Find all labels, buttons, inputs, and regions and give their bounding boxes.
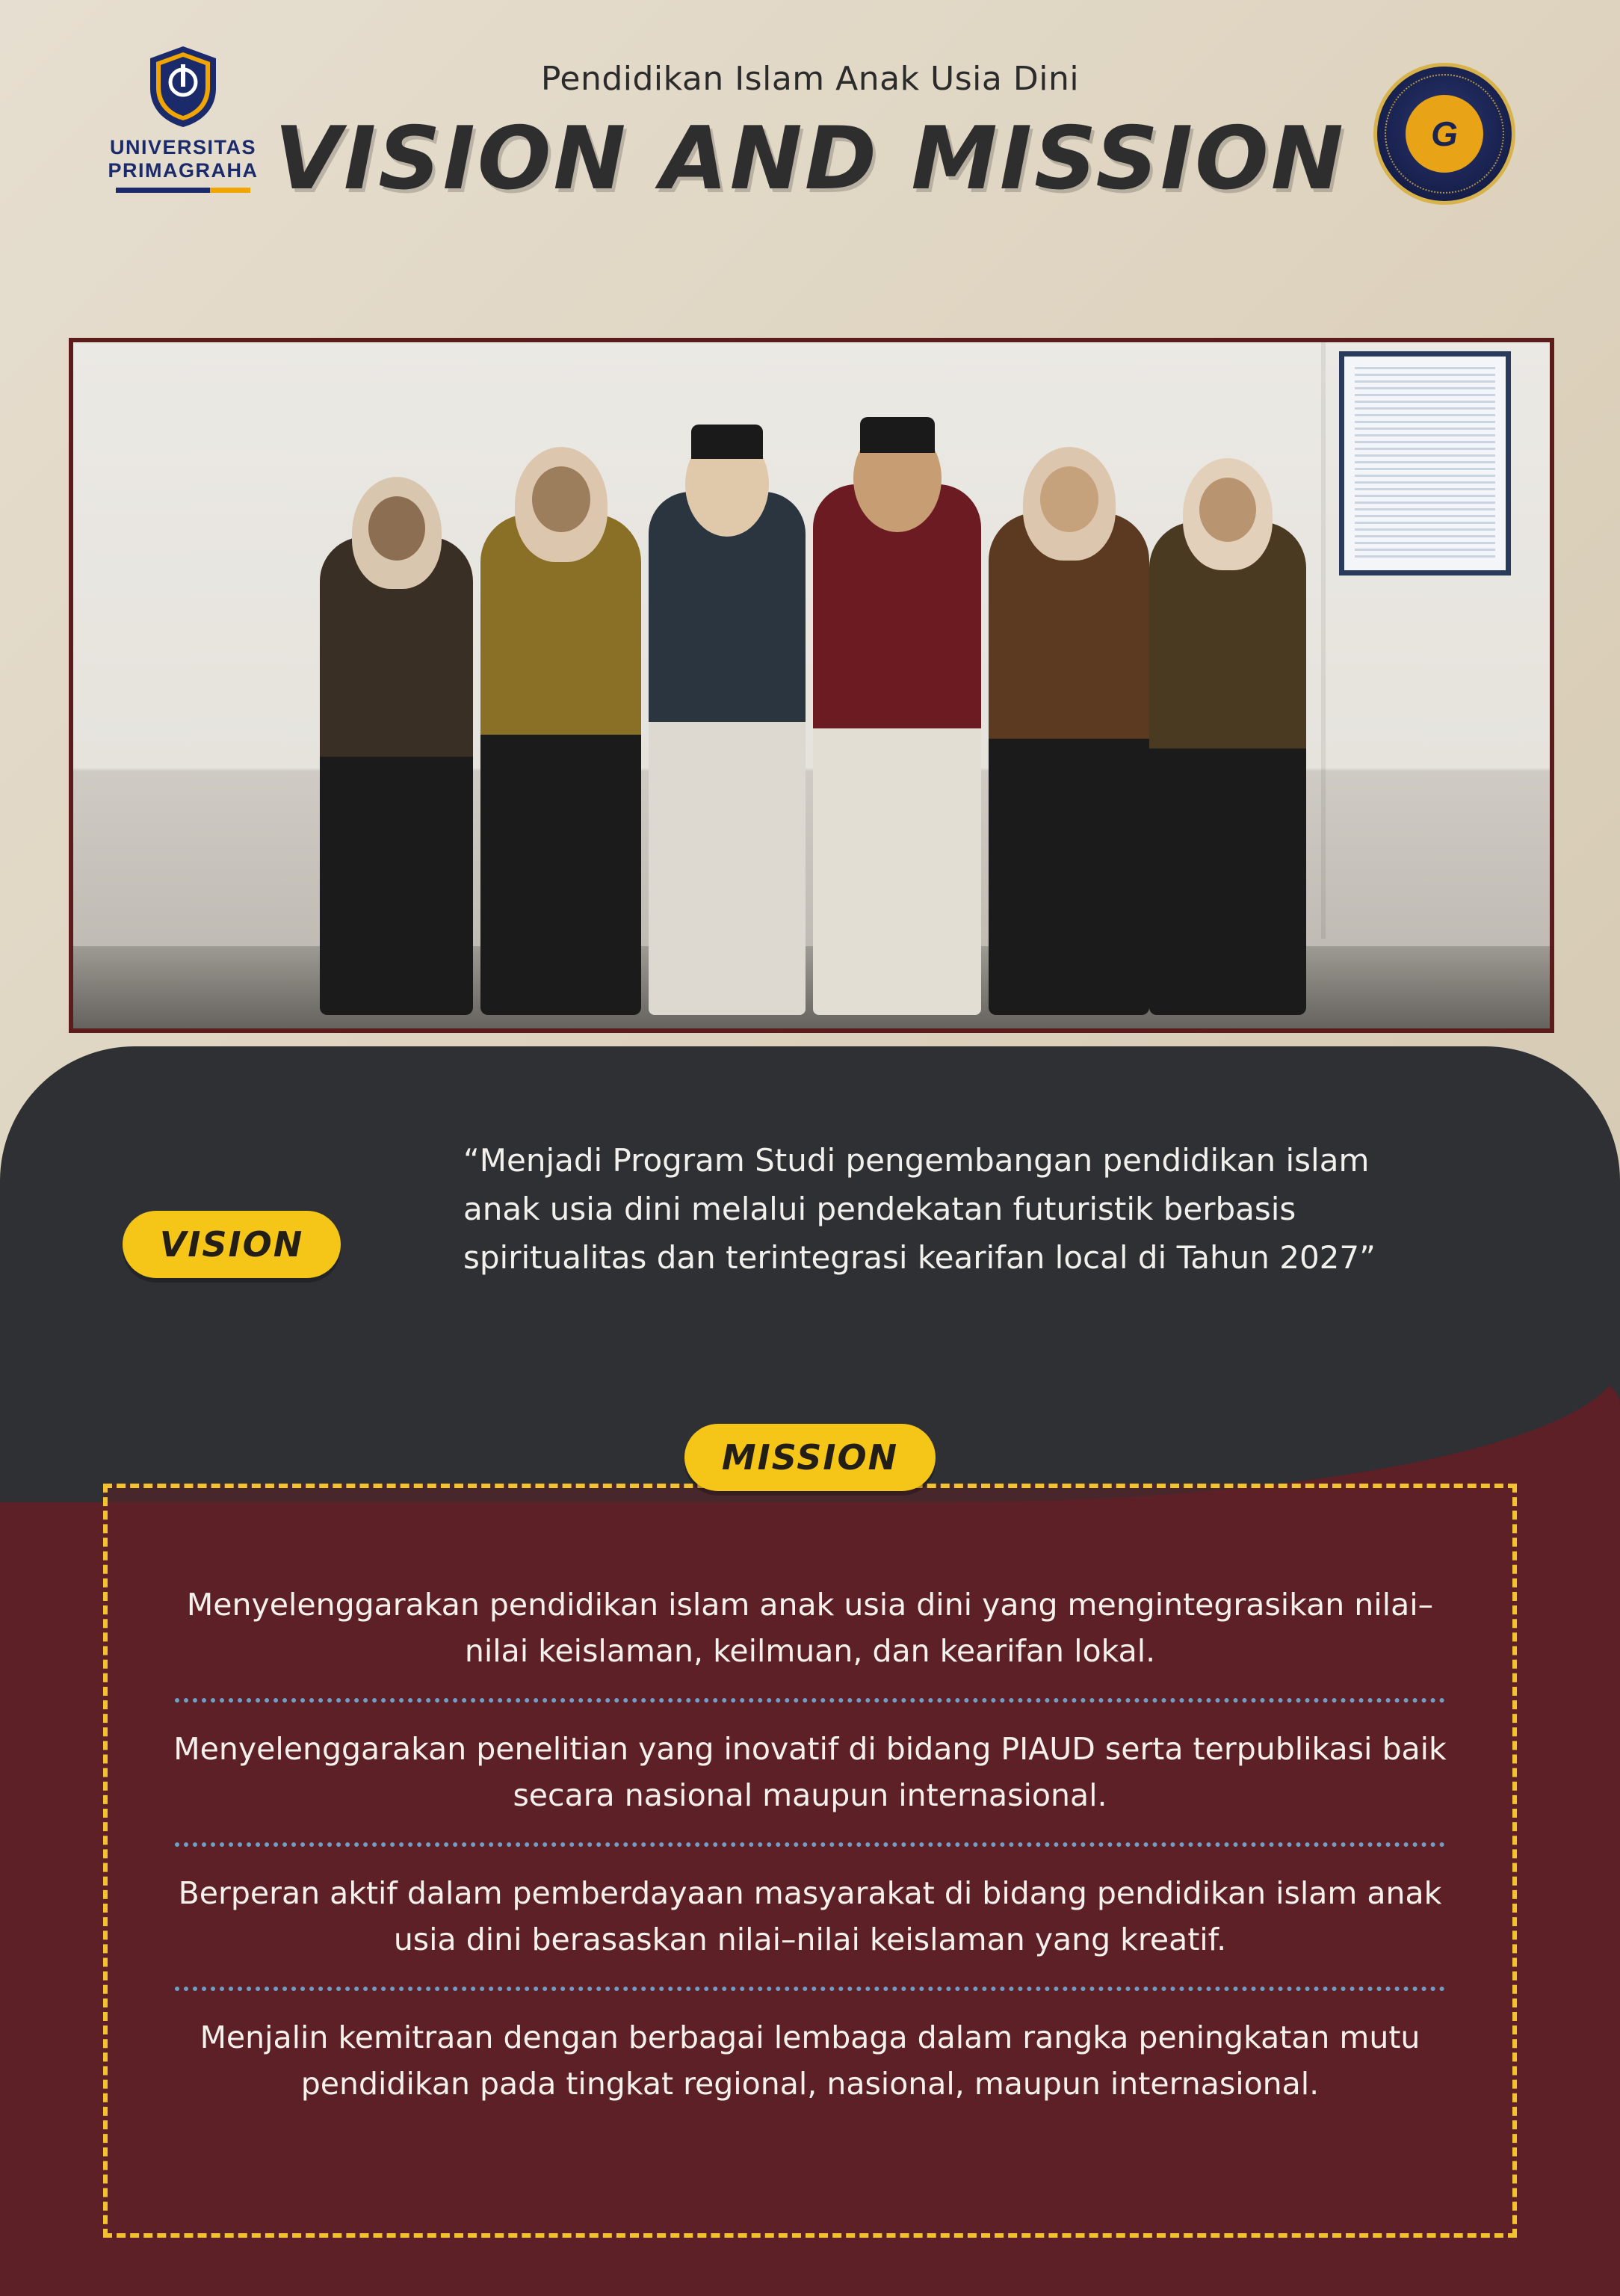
university-name: UNIVERSITAS PRIMAGRAHA: [108, 136, 259, 182]
person-4: [813, 417, 981, 1015]
page-title: VISION AND MISSION: [274, 108, 1346, 209]
list-divider: [175, 1698, 1445, 1703]
seal-letter: G: [1406, 95, 1483, 173]
circular-seal-icon: [1373, 63, 1515, 205]
vision-label-wrap: [0, 1136, 463, 1278]
vision-label: VISION: [123, 1211, 341, 1278]
photo-image: [73, 342, 1550, 1028]
person-3: [649, 425, 806, 1015]
mission-label-wrap: [0, 1424, 1620, 1491]
person-5: [989, 447, 1149, 1015]
list-item: Menjalin kemitraan dengan berbagai lembaga dalam rangka peningkatan mutu pendidikan pada tingkat regional, nasional, maupun internasional.: [200, 2019, 1420, 2102]
group-photo: [69, 338, 1554, 1033]
person-1: [320, 477, 473, 1015]
list-divider: [175, 1987, 1445, 1991]
person-6: [1149, 458, 1306, 1015]
program-seal: [1373, 63, 1515, 205]
wall-notice-board: [1339, 351, 1511, 575]
mission-list: [103, 1484, 1517, 2238]
wall-edge: [1321, 342, 1326, 939]
person-2: [480, 447, 641, 1015]
mission-label: MISSION: [684, 1424, 936, 1491]
list-item: Menyelenggarakan penelitian yang inovatif di bidang PIAUD serta terpublikasi baik secara nasional maupun internasional.: [173, 1731, 1447, 1813]
poster-header: [0, 0, 1620, 299]
list-item: Menyelenggarakan pendidikan islam anak usia dini yang mengintegrasikan nilai–nilai keislaman, keilmuan, dan kearifan lokal.: [186, 1587, 1434, 1669]
list-divider: [175, 1842, 1445, 1847]
vision-section: [0, 1136, 1620, 1282]
people-group: [320, 417, 1284, 1015]
poster-subtitle: Pendidikan Islam Anak Usia Dini: [540, 60, 1080, 98]
seal-ring: [1385, 74, 1504, 194]
vision-text: “Menjadi Program Studi pengembangan pendidikan islam anak usia dini melalui pendekatan futuristik berbasis spiritualitas dan terintegrasi kearifan local di Tahun 2027”: [463, 1142, 1376, 1277]
list-item: Berperan aktif dalam pemberdayaan masyarakat di bidang pendidikan islam anak usia dini berasaskan nilai–nilai keislaman yang kreatif.: [178, 1875, 1442, 1957]
